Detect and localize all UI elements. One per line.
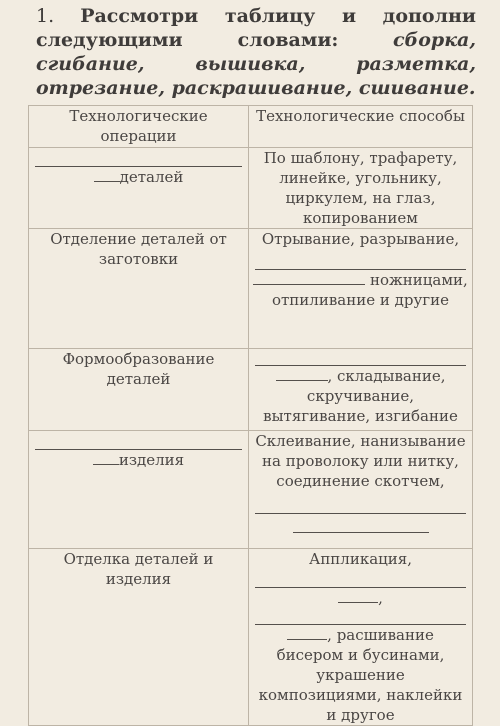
operation-text: изделия <box>118 451 185 469</box>
answer-blank[interactable] <box>255 608 466 625</box>
methods-text: , расшивание бисером и бусинами, украшение композициями, наклейки и другое <box>258 626 463 724</box>
methods-cell: По шаблону, трафарету, линейке, угольнику, циркулем, на глаз, копированием <box>249 148 473 229</box>
answer-blank[interactable] <box>293 514 429 533</box>
answer-blank[interactable] <box>255 497 466 514</box>
header-operations: Технологические операции <box>29 106 249 148</box>
operation-cell: Формообразование деталей <box>29 349 249 431</box>
methods-text: , <box>378 589 383 607</box>
methods-text: , складывание, скручивание, вытягивание, изгибание <box>263 367 458 425</box>
operation-cell: Отделка деталей и изделия <box>29 549 249 726</box>
methods-text: Аппликация, <box>308 550 413 568</box>
table-row <box>29 229 473 349</box>
task-text <box>36 4 476 100</box>
operation-text: деталей <box>119 168 184 186</box>
table-row <box>29 431 473 549</box>
task-words: сборка, сгибание, вышивка, разметка, отрезание, раскрашивание, сшивание. <box>36 29 476 99</box>
operation-cell <box>29 431 249 549</box>
answer-blank[interactable] <box>255 253 466 270</box>
operation-cell: Отделение деталей от заготовки <box>29 229 249 349</box>
operations-table <box>28 105 473 726</box>
answer-blank[interactable] <box>255 571 466 588</box>
methods-cell <box>249 431 473 549</box>
table-row <box>29 349 473 431</box>
answer-blank[interactable] <box>253 270 365 285</box>
answer-blank[interactable] <box>94 167 120 182</box>
table-row <box>29 549 473 726</box>
methods-text: ножницами, отпиливание и другие <box>271 271 468 309</box>
table-row <box>29 148 473 229</box>
methods-text: Отрывание, разрывание, <box>261 230 460 248</box>
answer-blank[interactable] <box>255 349 466 366</box>
answer-blank[interactable] <box>338 588 378 603</box>
methods-cell <box>249 229 473 349</box>
header-methods: Технологические способы <box>249 106 473 148</box>
answer-blank[interactable] <box>35 433 242 450</box>
operation-cell <box>29 148 249 229</box>
task-number: 1. <box>36 5 55 27</box>
answer-blank[interactable] <box>287 625 327 640</box>
answer-blank[interactable] <box>35 150 242 167</box>
methods-cell <box>249 349 473 431</box>
methods-text: Склеивание, нанизывание на проволоку или нитку, соединение скотчем, <box>255 432 466 490</box>
answer-blank[interactable] <box>276 366 328 381</box>
table-header-row <box>29 106 473 148</box>
methods-cell <box>249 549 473 726</box>
answer-blank[interactable] <box>93 450 119 465</box>
task-lead: Рассмотри таблицу и дополни следующими словами: <box>36 5 476 51</box>
